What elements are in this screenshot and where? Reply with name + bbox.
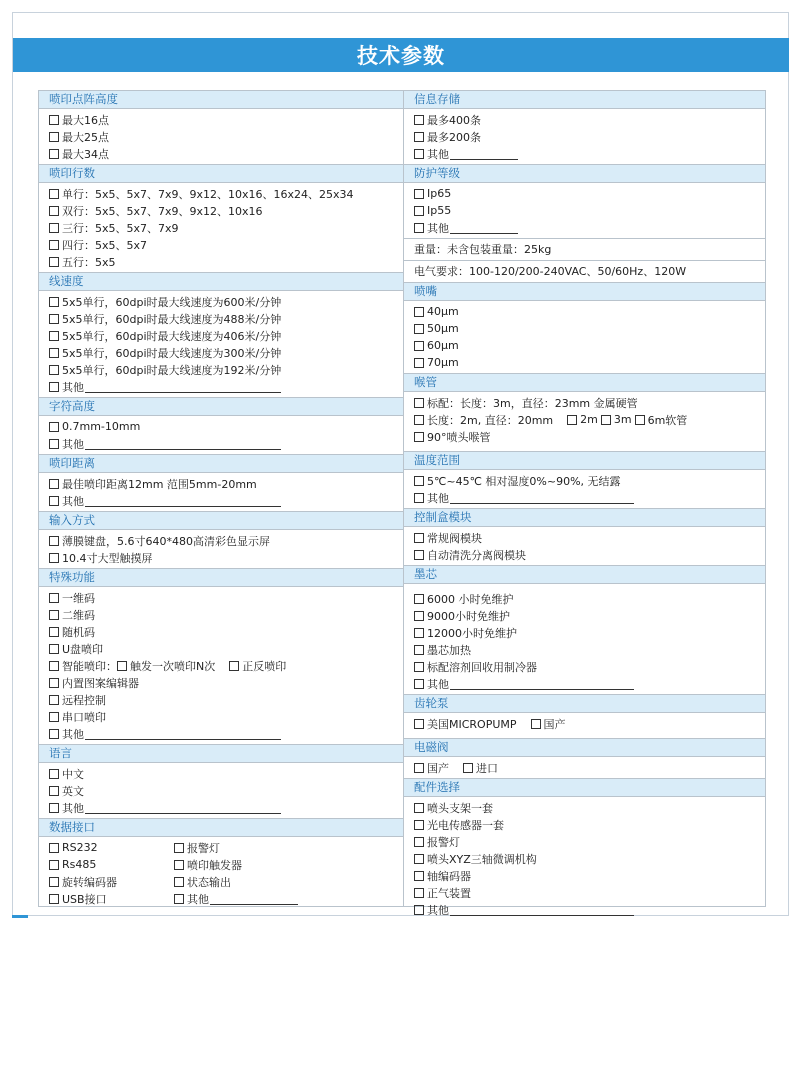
checkbox[interactable]: [49, 661, 59, 671]
option-row[interactable]: 三行：5x5、5x7、7x9: [49, 219, 403, 236]
checkbox[interactable]: [49, 382, 59, 392]
page-title: 技术参数: [357, 44, 445, 68]
checkbox[interactable]: [49, 644, 59, 654]
fill-blank[interactable]: [85, 438, 281, 450]
checkbox[interactable]: [49, 365, 59, 375]
option-row[interactable]: 0.7mm-10mm: [49, 418, 403, 435]
checkbox[interactable]: [414, 888, 424, 898]
checkbox[interactable]: [414, 837, 424, 847]
spec-table: [38, 90, 766, 917]
option-row[interactable]: 报警灯: [414, 833, 765, 850]
option-row[interactable]: 光电传感器一套: [414, 816, 765, 833]
checkbox[interactable]: [414, 645, 424, 655]
checkbox[interactable]: [49, 627, 59, 637]
option-row[interactable]: 旋转编码器 状态输出: [49, 873, 403, 890]
checkbox[interactable]: [49, 786, 59, 796]
corner-accent: [12, 915, 28, 918]
checkbox[interactable]: [49, 348, 59, 358]
fill-blank[interactable]: [85, 728, 281, 740]
section-pump: [404, 713, 765, 734]
section-header: 喷嘴: [404, 282, 765, 301]
checkbox[interactable]: [49, 115, 59, 125]
other-row[interactable]: 其他: [414, 145, 765, 162]
option-row[interactable]: RS232 报警灯: [49, 839, 403, 856]
checkbox[interactable]: [414, 493, 424, 503]
option-row[interactable]: 二维码: [49, 606, 403, 623]
option-row[interactable]: 标配：长度：3m，直径：23mm 金属硬管: [414, 394, 765, 411]
option-row[interactable]: 随机码: [49, 623, 403, 640]
section-dot-height: [39, 109, 403, 164]
section-ink-core: [404, 584, 765, 694]
checkbox[interactable]: [49, 496, 59, 506]
fill-blank[interactable]: [85, 495, 281, 507]
checkbox[interactable]: [49, 439, 59, 449]
option-row[interactable]: 最多200条: [414, 128, 765, 145]
section-valve: [404, 757, 765, 778]
option-row[interactable]: 一维码: [49, 589, 403, 606]
checkbox[interactable]: [414, 189, 424, 199]
section-speed: [39, 291, 403, 397]
checkbox[interactable]: [49, 206, 59, 216]
section-input: [39, 530, 403, 568]
section-header: 墨芯: [404, 565, 765, 584]
checkbox[interactable]: [414, 820, 424, 830]
option-row[interactable]: 40μm: [414, 303, 765, 320]
option-row[interactable]: 5℃~45℃ 相对湿度0%~90%, 无结露: [414, 472, 765, 489]
checkbox[interactable]: [49, 314, 59, 324]
other-row[interactable]: 其他: [49, 378, 403, 395]
section-header: 电磁阀: [404, 738, 765, 757]
other-row[interactable]: 其他: [49, 435, 403, 452]
option-row[interactable]: 中文: [49, 765, 403, 782]
checkbox[interactable]: [49, 610, 59, 620]
checkbox[interactable]: [49, 860, 59, 870]
option-row[interactable]: U盘喷印: [49, 640, 403, 657]
option-row[interactable]: 正气装置: [414, 884, 765, 901]
option-row[interactable]: 5x5单行，60dpi时最大线速度为488米/分钟: [49, 310, 403, 327]
checkbox[interactable]: [49, 553, 59, 563]
other-row[interactable]: 其他: [414, 219, 765, 236]
checkbox[interactable]: [567, 415, 577, 425]
checkbox[interactable]: [49, 149, 59, 159]
option-row[interactable]: 单行：5x5、5x7、7x9、9x12、10x16、16x24、25x34: [49, 185, 403, 202]
option-row[interactable]: 长度：2m, 直径：20mm 2m 3m 6m软管: [414, 411, 765, 428]
checkbox[interactable]: [49, 331, 59, 341]
option-row[interactable]: 60μm: [414, 337, 765, 354]
checkbox[interactable]: [49, 297, 59, 307]
option-row[interactable]: Ip65: [414, 185, 765, 202]
section-header: 喷印距离: [39, 454, 403, 473]
checkbox[interactable]: [49, 257, 59, 267]
left-column: [39, 91, 404, 906]
section-header: 喷印点阵高度: [39, 91, 403, 109]
option-row[interactable]: Ip55: [414, 202, 765, 219]
section-nozzle: [404, 301, 765, 373]
checkbox[interactable]: [174, 843, 184, 853]
weight-text: 重量：未含包装重量：25kg: [404, 239, 765, 261]
fill-blank[interactable]: [450, 222, 518, 234]
option-row[interactable]: 双行：5x5、5x7、7x9、9x12、10x16: [49, 202, 403, 219]
checkbox[interactable]: [49, 132, 59, 142]
option-row[interactable]: 轴编码器: [414, 867, 765, 884]
checkbox[interactable]: [414, 398, 424, 408]
checkbox[interactable]: [414, 628, 424, 638]
checkbox[interactable]: [414, 533, 424, 543]
checkbox[interactable]: [117, 661, 127, 671]
option-row[interactable]: 90°喷头喉管: [414, 428, 765, 445]
option-row[interactable]: 70μm: [414, 354, 765, 371]
section-temp: [404, 470, 765, 508]
option-row[interactable]: 四行：5x5、5x7: [49, 236, 403, 253]
power-text: 电气要求：100-120/200-240VAC、50/60Hz、120W: [414, 265, 687, 278]
checkbox[interactable]: [49, 729, 59, 739]
checkbox[interactable]: [49, 695, 59, 705]
section-header: 喷印行数: [39, 164, 403, 183]
checkbox[interactable]: [414, 803, 424, 813]
checkbox[interactable]: [414, 223, 424, 233]
option-row[interactable]: 远程控制: [49, 691, 403, 708]
fill-blank[interactable]: [450, 904, 634, 916]
other-row[interactable]: 其他: [49, 799, 403, 816]
other-row[interactable]: 其他: [49, 492, 403, 509]
checkbox[interactable]: [414, 905, 424, 915]
checkbox[interactable]: [414, 662, 424, 672]
option-row[interactable]: 国产 进口: [414, 759, 765, 776]
option-row[interactable]: 5x5单行，60dpi时最大线速度为300米/分钟: [49, 344, 403, 361]
checkbox[interactable]: [414, 719, 424, 729]
checkbox[interactable]: [414, 854, 424, 864]
section-control: [404, 527, 765, 565]
section-storage: [404, 109, 765, 164]
option-row[interactable]: 5x5单行，60dpi时最大线速度为192米/分钟: [49, 361, 403, 378]
checkbox[interactable]: [49, 877, 59, 887]
other-row[interactable]: 其他: [414, 489, 765, 506]
checkbox[interactable]: [174, 860, 184, 870]
section-header: 输入方式: [39, 511, 403, 530]
checkbox[interactable]: [414, 115, 424, 125]
section-header: 信息存储: [404, 91, 765, 109]
checkbox[interactable]: [414, 206, 424, 216]
checkbox[interactable]: [414, 679, 424, 689]
section-header: 温度范围: [404, 451, 765, 470]
fill-blank[interactable]: [210, 893, 298, 905]
section-ports: [39, 837, 403, 909]
option-row[interactable]: 五行：5x5: [49, 253, 403, 270]
option-row[interactable]: 5x5单行，60dpi时最大线速度为600米/分钟: [49, 293, 403, 310]
checkbox[interactable]: [414, 149, 424, 159]
option-row[interactable]: 墨芯加热: [414, 641, 765, 658]
option-row[interactable]: 最多400条: [414, 111, 765, 128]
right-column: [404, 91, 765, 917]
option-row[interactable]: 最大16点: [49, 111, 403, 128]
section-header: 控制盒模块: [404, 508, 765, 527]
checkbox[interactable]: [49, 803, 59, 813]
checkbox[interactable]: [414, 132, 424, 142]
checkbox[interactable]: [414, 550, 424, 560]
checkbox[interactable]: [49, 769, 59, 779]
option-row[interactable]: 标配溶剂回收用制冷器: [414, 658, 765, 675]
checkbox[interactable]: [49, 593, 59, 603]
checkbox[interactable]: [414, 476, 424, 486]
checkbox[interactable]: [635, 415, 645, 425]
option-row[interactable]: 薄膜键盘，5.6寸640*480高清彩色显示屏: [49, 532, 403, 549]
checkbox[interactable]: [414, 594, 424, 604]
checkbox[interactable]: [174, 894, 184, 904]
fill-blank[interactable]: [450, 678, 634, 690]
checkbox[interactable]: [49, 843, 59, 853]
other-row[interactable]: 其他: [414, 675, 765, 692]
checkbox[interactable]: [49, 479, 59, 489]
section-language: [39, 763, 403, 818]
checkbox[interactable]: [414, 307, 424, 317]
option-row[interactable]: 美国MICROPUMP 国产: [414, 715, 765, 732]
checkbox[interactable]: [49, 240, 59, 250]
option-row[interactable]: 5x5单行，60dpi时最大线速度为406米/分钟: [49, 327, 403, 344]
section-distance: [39, 473, 403, 511]
option-row[interactable]: 喷头支架一套: [414, 799, 765, 816]
option-row[interactable]: 6000 小时免维护: [414, 590, 765, 607]
section-char-height: [39, 416, 403, 454]
checkbox[interactable]: [49, 189, 59, 199]
section-header: 喉管: [404, 373, 765, 392]
checkbox[interactable]: [49, 223, 59, 233]
section-special: [39, 587, 403, 744]
other-row[interactable]: 其他: [414, 901, 765, 918]
checkbox[interactable]: [49, 422, 59, 432]
option-row[interactable]: Rs485 喷印触发器: [49, 856, 403, 873]
section-header: 数据接口: [39, 818, 403, 837]
option-row[interactable]: 9000小时免维护: [414, 607, 765, 624]
checkbox[interactable]: [414, 324, 424, 334]
fill-blank[interactable]: [85, 381, 281, 393]
option-row[interactable]: 喷头XYZ三轴微调机构: [414, 850, 765, 867]
smart-print-row[interactable]: 智能喷印： 触发一次喷印N次 正反喷印: [49, 657, 403, 674]
section-conduit: [404, 392, 765, 447]
section-header: 齿轮泵: [404, 694, 765, 713]
checkbox[interactable]: [414, 763, 424, 773]
checkbox[interactable]: [414, 432, 424, 442]
checkbox[interactable]: [49, 712, 59, 722]
section-header: 语言: [39, 744, 403, 763]
checkbox[interactable]: [414, 341, 424, 351]
section-header: 特殊功能: [39, 568, 403, 587]
section-header: 防护等级: [404, 164, 765, 183]
option-row[interactable]: 英文: [49, 782, 403, 799]
option-row[interactable]: 最佳喷印距离12mm 范围5mm-20mm: [49, 475, 403, 492]
checkbox[interactable]: [49, 536, 59, 546]
checkbox[interactable]: [229, 661, 239, 671]
option-row[interactable]: 自动清洗分离阀模块: [414, 546, 765, 563]
title-band: [13, 38, 789, 72]
section-protection: [404, 183, 765, 239]
option-row[interactable]: USB接口 其他: [49, 890, 403, 907]
fill-blank[interactable]: [85, 802, 281, 814]
other-row[interactable]: 其他: [49, 725, 403, 742]
option-row[interactable]: 50μm: [414, 320, 765, 337]
checkbox[interactable]: [414, 415, 424, 425]
section-parts: [404, 797, 765, 920]
checkbox[interactable]: [531, 719, 541, 729]
checkbox[interactable]: [463, 763, 473, 773]
option-row[interactable]: 12000小时免维护: [414, 624, 765, 641]
section-lines: [39, 183, 403, 272]
option-row[interactable]: 常规阀模块: [414, 529, 765, 546]
checkbox[interactable]: [174, 877, 184, 887]
option-row[interactable]: 10.4寸大型触摸屏: [49, 549, 403, 566]
section-header: 线速度: [39, 272, 403, 291]
section-header: 配件选择: [404, 778, 765, 797]
checkbox[interactable]: [601, 415, 611, 425]
checkbox[interactable]: [49, 678, 59, 688]
section-header: 字符高度: [39, 397, 403, 416]
checkbox[interactable]: [49, 894, 59, 904]
checkbox[interactable]: [414, 611, 424, 621]
option-row[interactable]: 最大34点: [49, 145, 403, 162]
option-row[interactable]: 内置图案编辑器: [49, 674, 403, 691]
checkbox[interactable]: [414, 871, 424, 881]
option-row[interactable]: 最大25点: [49, 128, 403, 145]
checkbox[interactable]: [414, 358, 424, 368]
option-row[interactable]: 串口喷印: [49, 708, 403, 725]
fill-blank[interactable]: [450, 492, 634, 504]
fill-blank[interactable]: [450, 148, 518, 160]
